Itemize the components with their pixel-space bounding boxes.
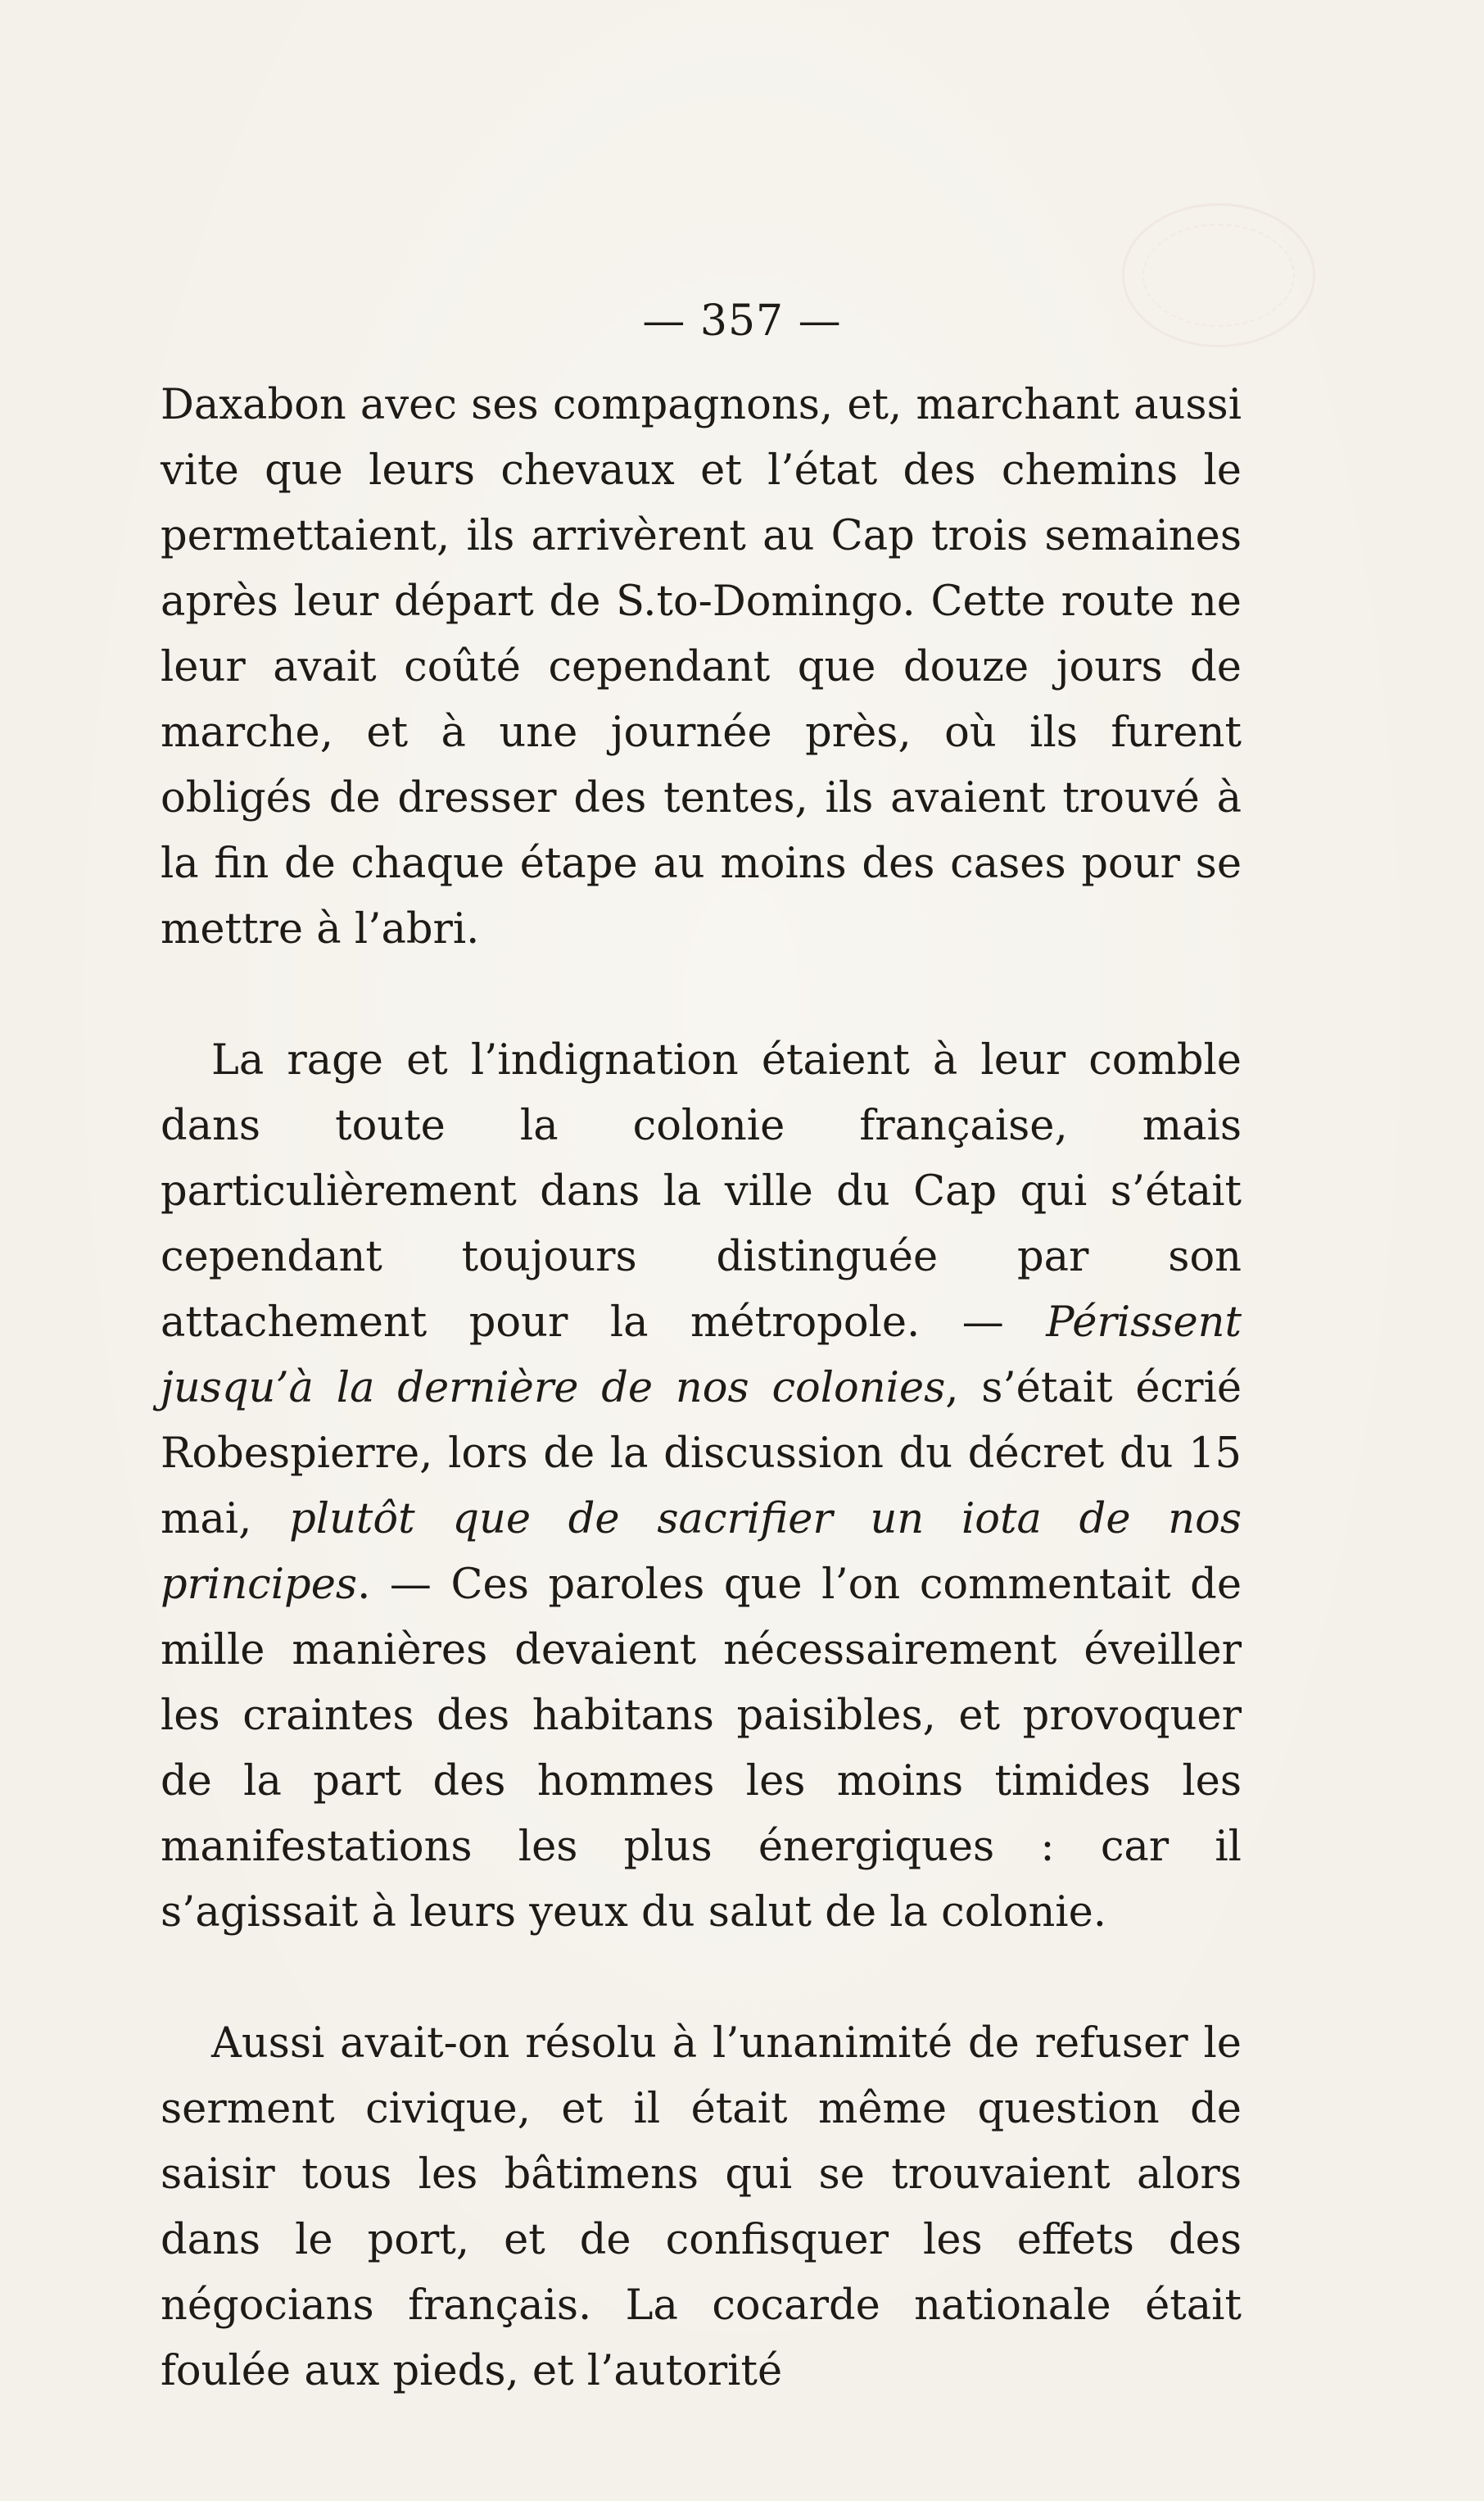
paragraph-3 xyxy=(161,2011,1242,2404)
paragraph-2-segment-1: La rage et l’indignation étaient à leur comble dans toute la colonie française, mais particulièrement dans la ville du Cap qui s’était cependant toujours distinguée par son attachement pour la métropole. — xyxy=(161,1036,1242,1347)
paragraph-2-segment-3: , s’était écrié Robespierre, lors de la discussion du décret du 15 mai, xyxy=(161,1364,1242,1543)
paragraph-2-italic-quote-1: Périssent jusqu’à la dernière de nos colonies xyxy=(161,1298,1242,1412)
paragraph-2 xyxy=(161,1028,1242,1946)
paragraph-1-segment-1: Daxabon avec ses compagnons, et, marchant aussi vite que leurs chevaux et l’état des chemins le permettaient, ils arrivèrent au Cap trois semaines après leur départ de S.to-Domingo. Cette route ne leur avait coûté cependant que douze jours de marche, et à une journée près, où ils furent obligés de dresser des tentes, ils avaient trouvé à la fin de chaque étape au moins des cases pour se mettre à l’abri. xyxy=(161,381,1242,954)
paragraph-2-italic-quote-2: plutôt que de sacrifier un iota de nos principes xyxy=(161,1495,1242,1609)
page-body xyxy=(161,373,1242,2404)
paragraph-1 xyxy=(161,373,1242,963)
page-number-header: — 357 — xyxy=(642,297,842,346)
paragraph-3-segment-1: Aussi avait-on résolu à l’unanimité de refuser le serment civique, et il était même question de saisir tous les bâtimens qui se trouvaient alors dans le port, et de confisquer les effets des négocians français. La cocarde nationale était foulée aux pieds, et l’autorité xyxy=(161,2019,1242,2395)
paragraph-2-segment-5: . — Ces paroles que l’on commentait de mille manières devaient nécessairement éveiller les craintes des habitans paisibles, et provoquer de la part des hommes les moins timides les manifestations les plus énergiques : car il s’agissait à leurs yeux du salut de la colonie. xyxy=(161,1561,1242,1937)
